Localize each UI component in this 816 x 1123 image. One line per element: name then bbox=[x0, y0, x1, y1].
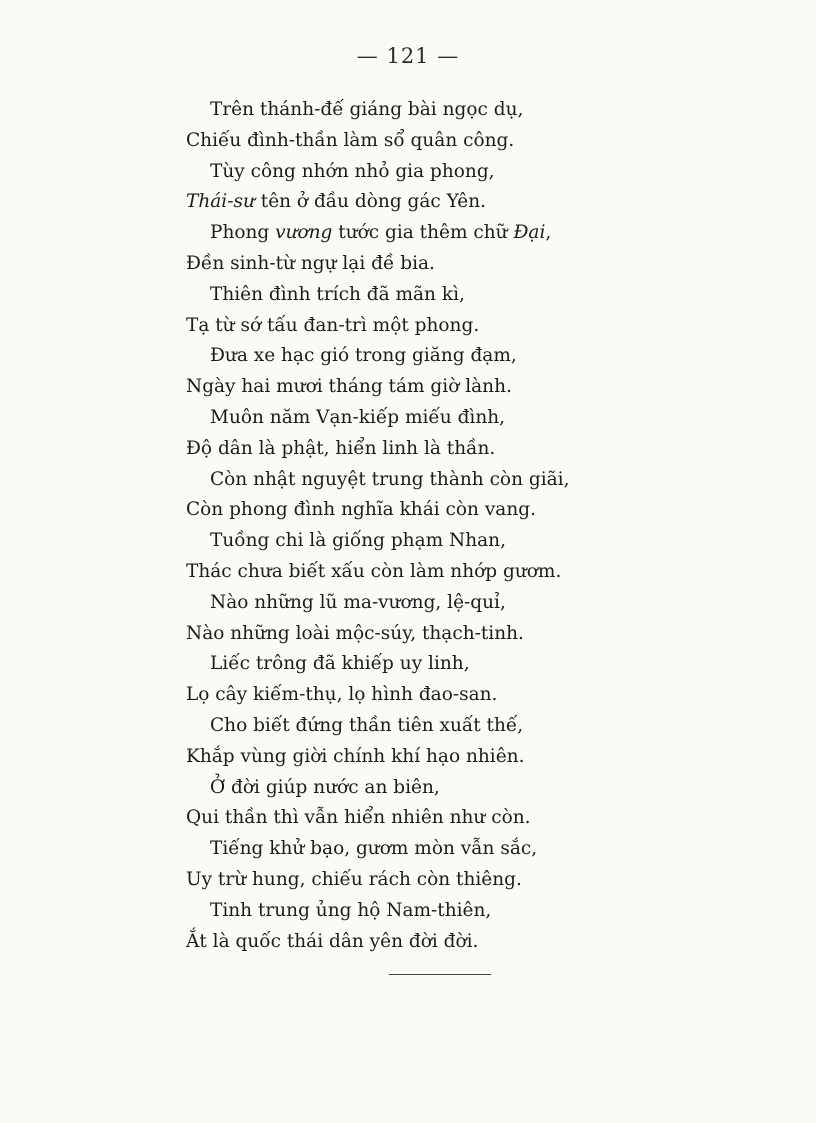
poem-line-text: Còn nhật nguyệt trung thành còn giãi, bbox=[210, 468, 570, 490]
poem-line-text: Nào những loài mộc-súy, thạch-tinh. bbox=[186, 622, 524, 644]
poem-line-text: Còn phong đình nghĩa khái còn vang. bbox=[186, 499, 536, 521]
poem-line-text: Tùy công nhớn nhỏ gia phong, bbox=[210, 160, 495, 182]
poem-line-text: Đưa xe hạc gió trong giăng đạm, bbox=[210, 345, 517, 367]
poem-line bbox=[186, 865, 706, 896]
poem-line-text: Nào những lũ ma-vương, lệ-quỉ, bbox=[210, 591, 506, 613]
poem-line-text: Ngày hai mươi tháng tám giờ lành. bbox=[186, 376, 512, 398]
poem-line-text: Cho biết đứng thần tiên xuất thế, bbox=[210, 714, 524, 736]
poem-line-text: Chiếu đình-thần làm sổ quân công. bbox=[186, 129, 515, 151]
poem-line-italic-text: Đại bbox=[513, 222, 546, 244]
poem-line bbox=[186, 434, 706, 465]
poem-line bbox=[186, 157, 706, 188]
poem-line bbox=[186, 495, 706, 526]
poem-line bbox=[186, 126, 706, 157]
poem-line bbox=[186, 249, 706, 280]
poem-line-text: Đền sinh-từ ngự lại đề bia. bbox=[186, 252, 435, 274]
poem-line-text: Qui thần thì vẫn hiển nhiên như còn. bbox=[186, 807, 531, 829]
poem-line-text: tên ở đầu dòng gác Yên. bbox=[254, 191, 487, 213]
poem-line-text: tước gia thêm chữ bbox=[332, 222, 514, 244]
poem-line-text: Lọ cây kiếm-thụ, lọ hình đao-san. bbox=[186, 684, 498, 706]
poem-line-text: Tuồng chi là giống phạm Nhan, bbox=[210, 530, 506, 552]
poem-line-text: Tạ từ sớ tấu đan-trì một phong. bbox=[186, 314, 480, 336]
poem-line bbox=[186, 465, 706, 496]
poem-line bbox=[186, 187, 706, 218]
poem-line bbox=[186, 588, 706, 619]
poem-body bbox=[186, 95, 706, 957]
poem-line bbox=[186, 742, 706, 773]
poem-line bbox=[186, 218, 706, 249]
poem-line bbox=[186, 557, 706, 588]
poem-line-text: Tiếng khử bạo, gươm mòn vẫn sắc, bbox=[210, 838, 538, 860]
poem-line bbox=[186, 403, 706, 434]
end-divider bbox=[389, 974, 491, 975]
poem-line bbox=[186, 803, 706, 834]
poem-line-text: Trên thánh-đế giáng bài ngọc dụ, bbox=[210, 99, 524, 120]
poem-line-text: Độ dân là phật, hiển linh là thần. bbox=[186, 437, 496, 459]
poem-line-text: Ở đời giúp nước an biên, bbox=[210, 776, 440, 798]
poem-line bbox=[186, 773, 706, 804]
poem-line-text: , bbox=[545, 222, 552, 244]
poem-line-text: Muôn năm Vạn-kiếp miếu đình, bbox=[210, 406, 506, 428]
poem-line bbox=[186, 649, 706, 680]
poem-line-text: Tinh trung ủng hộ Nam-thiên, bbox=[210, 899, 492, 921]
poem-line-text: Uy trừ hung, chiếu rách còn thiêng. bbox=[186, 868, 522, 890]
poem-line bbox=[186, 927, 706, 958]
poem-line bbox=[186, 311, 706, 342]
poem-line-text: Khắp vùng giời chính khí hạo nhiên. bbox=[186, 745, 525, 767]
poem-line-text: Ắt là quốc thái dân yên đời đời. bbox=[186, 930, 479, 952]
poem-line-text: Thác chưa biết xấu còn làm nhớp gươm. bbox=[186, 560, 562, 582]
poem-line-text: Liếc trông đã khiếp uy linh, bbox=[210, 653, 470, 675]
poem-line bbox=[186, 711, 706, 742]
poem-line bbox=[186, 372, 706, 403]
poem-line bbox=[186, 619, 706, 650]
page-number: — 121 — bbox=[356, 44, 460, 68]
poem-line bbox=[186, 280, 706, 311]
poem-line bbox=[186, 526, 706, 557]
poem-line-italic-text: vương bbox=[275, 222, 333, 244]
poem-line-text: Phong bbox=[210, 222, 276, 244]
poem-line bbox=[186, 341, 706, 372]
poem-line bbox=[186, 896, 706, 927]
poem-line bbox=[186, 834, 706, 865]
poem-line bbox=[186, 95, 706, 126]
poem-line bbox=[186, 680, 706, 711]
poem-line-text: Thiên đình trích đã mãn kì, bbox=[210, 283, 465, 305]
poem-line-italic-text: Thái-sư bbox=[186, 191, 255, 213]
